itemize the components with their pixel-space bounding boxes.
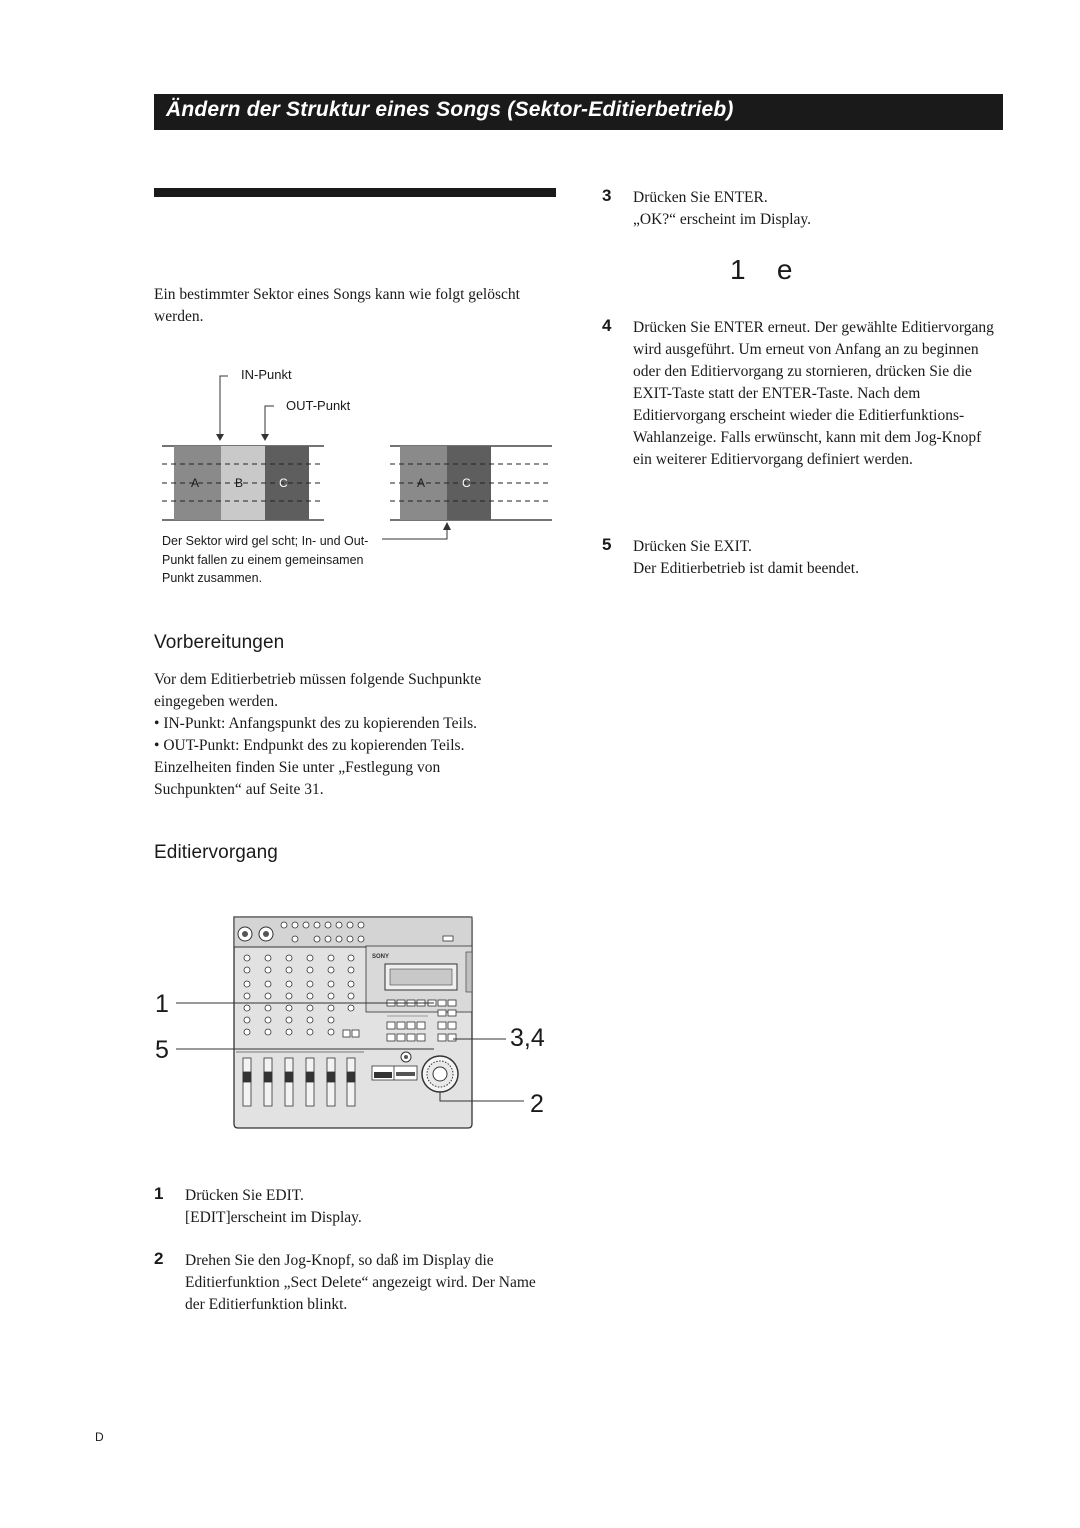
bullet-item: • OUT-Punkt: Endpunkt des zu kopierenden Teils. <box>154 735 554 757</box>
step-5-number: 5 <box>602 535 612 554</box>
vorbereitungen-list <box>154 713 554 757</box>
vorbereitungen-reference: Einzelheiten finden Sie unter „Festlegung von Suchpunkten“ auf Seite 31. <box>154 759 441 798</box>
in-pointer-arrow <box>216 434 224 441</box>
callout-1: 1 <box>155 990 169 1018</box>
step-5-text <box>633 536 1003 580</box>
in-pointer-line <box>220 376 228 440</box>
label-a-before: A <box>191 476 200 490</box>
section-rule <box>154 188 556 197</box>
vorbereitungen-intro: Vor dem Editierbetrieb müssen folgende Suchpunkte eingegeben werden. <box>154 671 482 710</box>
step-1-text <box>185 1185 545 1229</box>
label-c-after: C <box>462 476 471 490</box>
in-point-label: IN-Punkt <box>241 367 292 382</box>
label-a-after: A <box>417 476 426 490</box>
step-3-line1: Drücken Sie ENTER. <box>633 189 768 206</box>
step-3-text <box>633 187 1003 231</box>
step-3-line2: „OK?“ erscheint im Display. <box>633 211 812 228</box>
callout-3-4: 3,4 <box>510 1024 545 1052</box>
step-1-number: 1 <box>154 1184 164 1203</box>
step-5-line1: Drücken Sie EXIT. <box>633 538 752 555</box>
step-4-number: 4 <box>602 316 612 335</box>
joint-pointer-arrow <box>443 522 451 530</box>
out-pointer-arrow <box>261 434 269 441</box>
mixer-device-illustration <box>150 912 550 1132</box>
out-point-label: OUT-Punkt <box>286 398 351 413</box>
diagram-caption: Der Sektor wird gel scht; In- und Out-Punkt fallen zu einem gemeinsamen Punkt zusammen. <box>162 534 369 585</box>
vorbereitungen-text <box>154 669 554 801</box>
step-2-text: Drehen Sie den Jog-Knopf, so daß im Display die Editierfunktion „Sect Delete“ angezeigt wird. Der Name der Editierfunktion blinkt. <box>185 1252 536 1313</box>
step-1-line1: Drücken Sie EDIT. <box>185 1187 304 1204</box>
device-brand-logo: SONY <box>372 954 390 960</box>
page-title: Ändern der Struktur eines Songs (Sektor-Editierbetrieb) <box>166 98 734 121</box>
heading-vorbereitungen: Vorbereitungen <box>154 632 285 653</box>
step-2-number: 2 <box>154 1249 164 1268</box>
display-sample: 1 e <box>730 254 795 285</box>
callout-5: 5 <box>155 1036 169 1064</box>
joint-pointer-line <box>382 523 447 539</box>
intro-text: Ein bestimmter Sektor eines Songs kann wie folgt gelöscht werden. <box>154 286 520 325</box>
title-bar <box>154 94 1003 130</box>
step-1-line2: [EDIT]erscheint im Display. <box>185 1209 362 1226</box>
step-3-number: 3 <box>602 186 612 205</box>
label-c-before: C <box>279 476 288 490</box>
label-b-before: B <box>235 476 244 490</box>
heading-editiervorgang: Editiervorgang <box>154 842 278 863</box>
step-5-line2: Der Editierbetrieb ist damit beendet. <box>633 560 859 577</box>
step-4-text: Drücken Sie ENTER erneut. Der gewählte Editiervorgang wird ausgeführt. Um erneut von Anfang an zu beginnen oder den Editiervorgang zu stornieren, drücken Sie die EXIT-Taste statt der ENTER-Taste. Nach dem Editiervorgang erscheint wieder die Editierfunktions-Wahlanzeige. Falls erwünscht, kann mit dem Jog-Knopf ein weiterer Editiervorgang definiert werden. <box>633 319 994 468</box>
page-footer-letter: D <box>95 1430 104 1444</box>
callout-2: 2 <box>530 1090 544 1118</box>
bullet-item: • IN-Punkt: Anfangspunkt des zu kopierenden Teils. <box>154 713 554 735</box>
